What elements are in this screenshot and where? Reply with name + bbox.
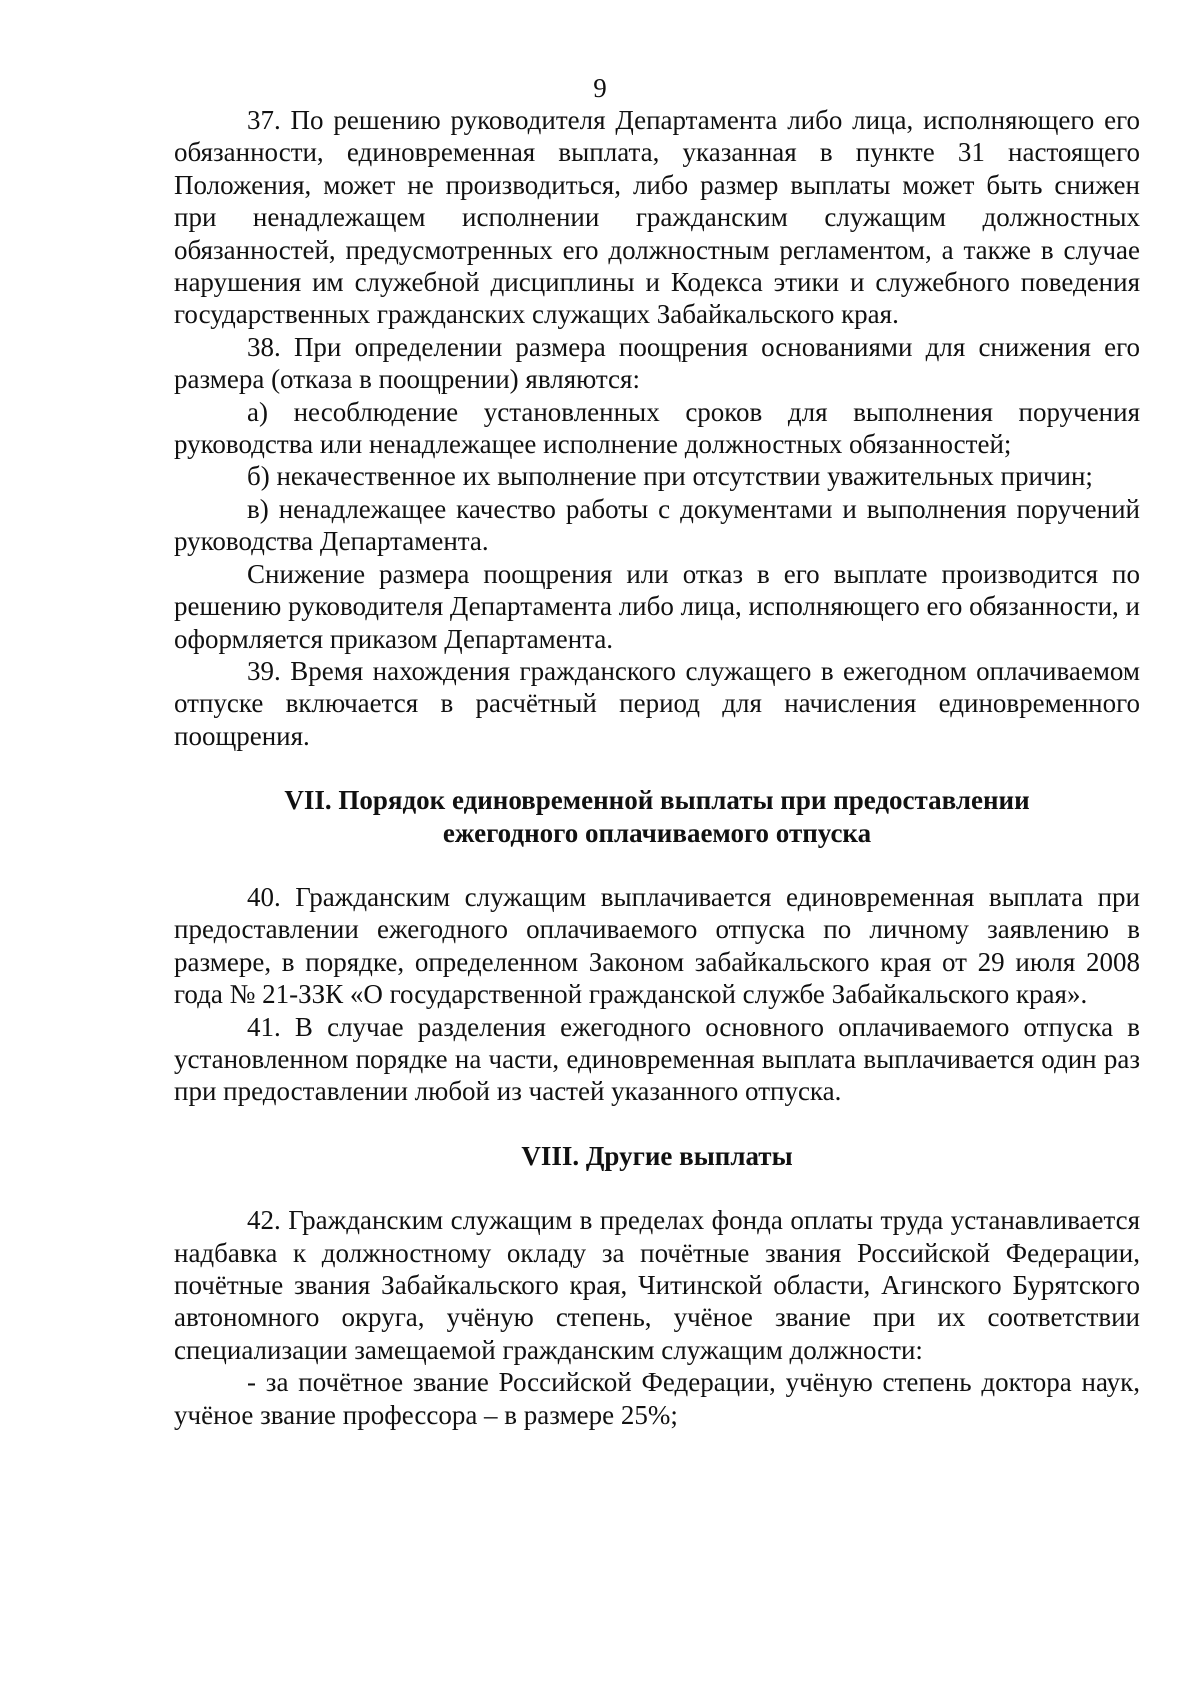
paragraph-38-reduction: Снижение размера поощрения или отказ в его выплате производится по решению руководителя Департамента либо лица, исполняющего его обязанности, и оформляется приказом Департамента. <box>174 558 1140 654</box>
paragraph-42-item-1: - за почётное звание Российской Федерации, учёную степень доктора наук, учёное звание профессора – в размере 25%; <box>174 1367 1140 1430</box>
paragraph-38: 38. При определении размера поощрения основаниями для снижения его размера (отказа в поощрении) являются: <box>174 331 1140 395</box>
paragraph-38-item-b: б) некачественное их выполнение при отсутствии уважительных причин; <box>247 461 1093 492</box>
paragraph-42: 42. Гражданским служащим в пределах фонда оплаты труда устанавливается надбавка к должностному окладу за почётные звания Российской Федерации, почётные звания Забайкальского края, Читинской области, Агинского Бурятского автономного округа, учёную степень, учёное звание при их соответствии специализации замещаемой гражданским служащим должности: <box>174 1205 1140 1365</box>
document-body <box>174 104 1140 1431</box>
paragraph-37: 37. По решению руководителя Департамента либо лица, исполняющего его обязанности, единовременная выплата, указанная в пункте 31 настоящего Положения, может не производиться, либо размер выплаты может быть снижен при ненадлежащем исполнении гражданским служащим должностных обязанностей, предусмотренных его должностным регламентом, а также в случае нарушения им служебной дисциплины и Кодекса этики и служебного поведения государственных гражданских служащих Забайкальского края. <box>174 105 1140 330</box>
section-7-heading-line-2: ежегодного оплачиваемого отпуска <box>442 817 872 848</box>
paragraph-38-item-a: а) несоблюдение установленных сроков для выполнения поручения руководства или ненадлежащее исполнение должностных обязанностей; <box>174 396 1140 460</box>
paragraph-38-item-v: в) ненадлежащее качество работы с документами и выполнения поручений руководства Департамента. <box>174 493 1140 557</box>
page-number: 9 <box>593 73 607 103</box>
section-8-heading: VIII. Другие выплаты <box>521 1140 793 1171</box>
section-7-heading-line-1: VII. Порядок единовременной выплаты при предоставлении <box>284 785 1030 816</box>
paragraph-41: 41. В случае разделения ежегодного основного оплачиваемого отпуска в установленном порядке на части, единовременная выплата выплачивается один раз при предоставлении любой из частей указанного отпуска. <box>174 1011 1140 1107</box>
section-7-heading <box>174 784 1140 849</box>
paragraph-40: 40. Гражданским служащим выплачивается единовременная выплата при предоставлении ежегодного оплачиваемого отпуска по личному заявлению в размере, в порядке, определенном Законом забайкальского края от 29 июля 2008 года № 21-ЗЗК «О государственной гражданской службе Забайкальского края». <box>174 881 1140 1010</box>
paragraph-39: 39. Время нахождения гражданского служащего в ежегодном оплачиваемом отпуске включается в расчётный период для начисления единовременного поощрения. <box>174 655 1140 751</box>
